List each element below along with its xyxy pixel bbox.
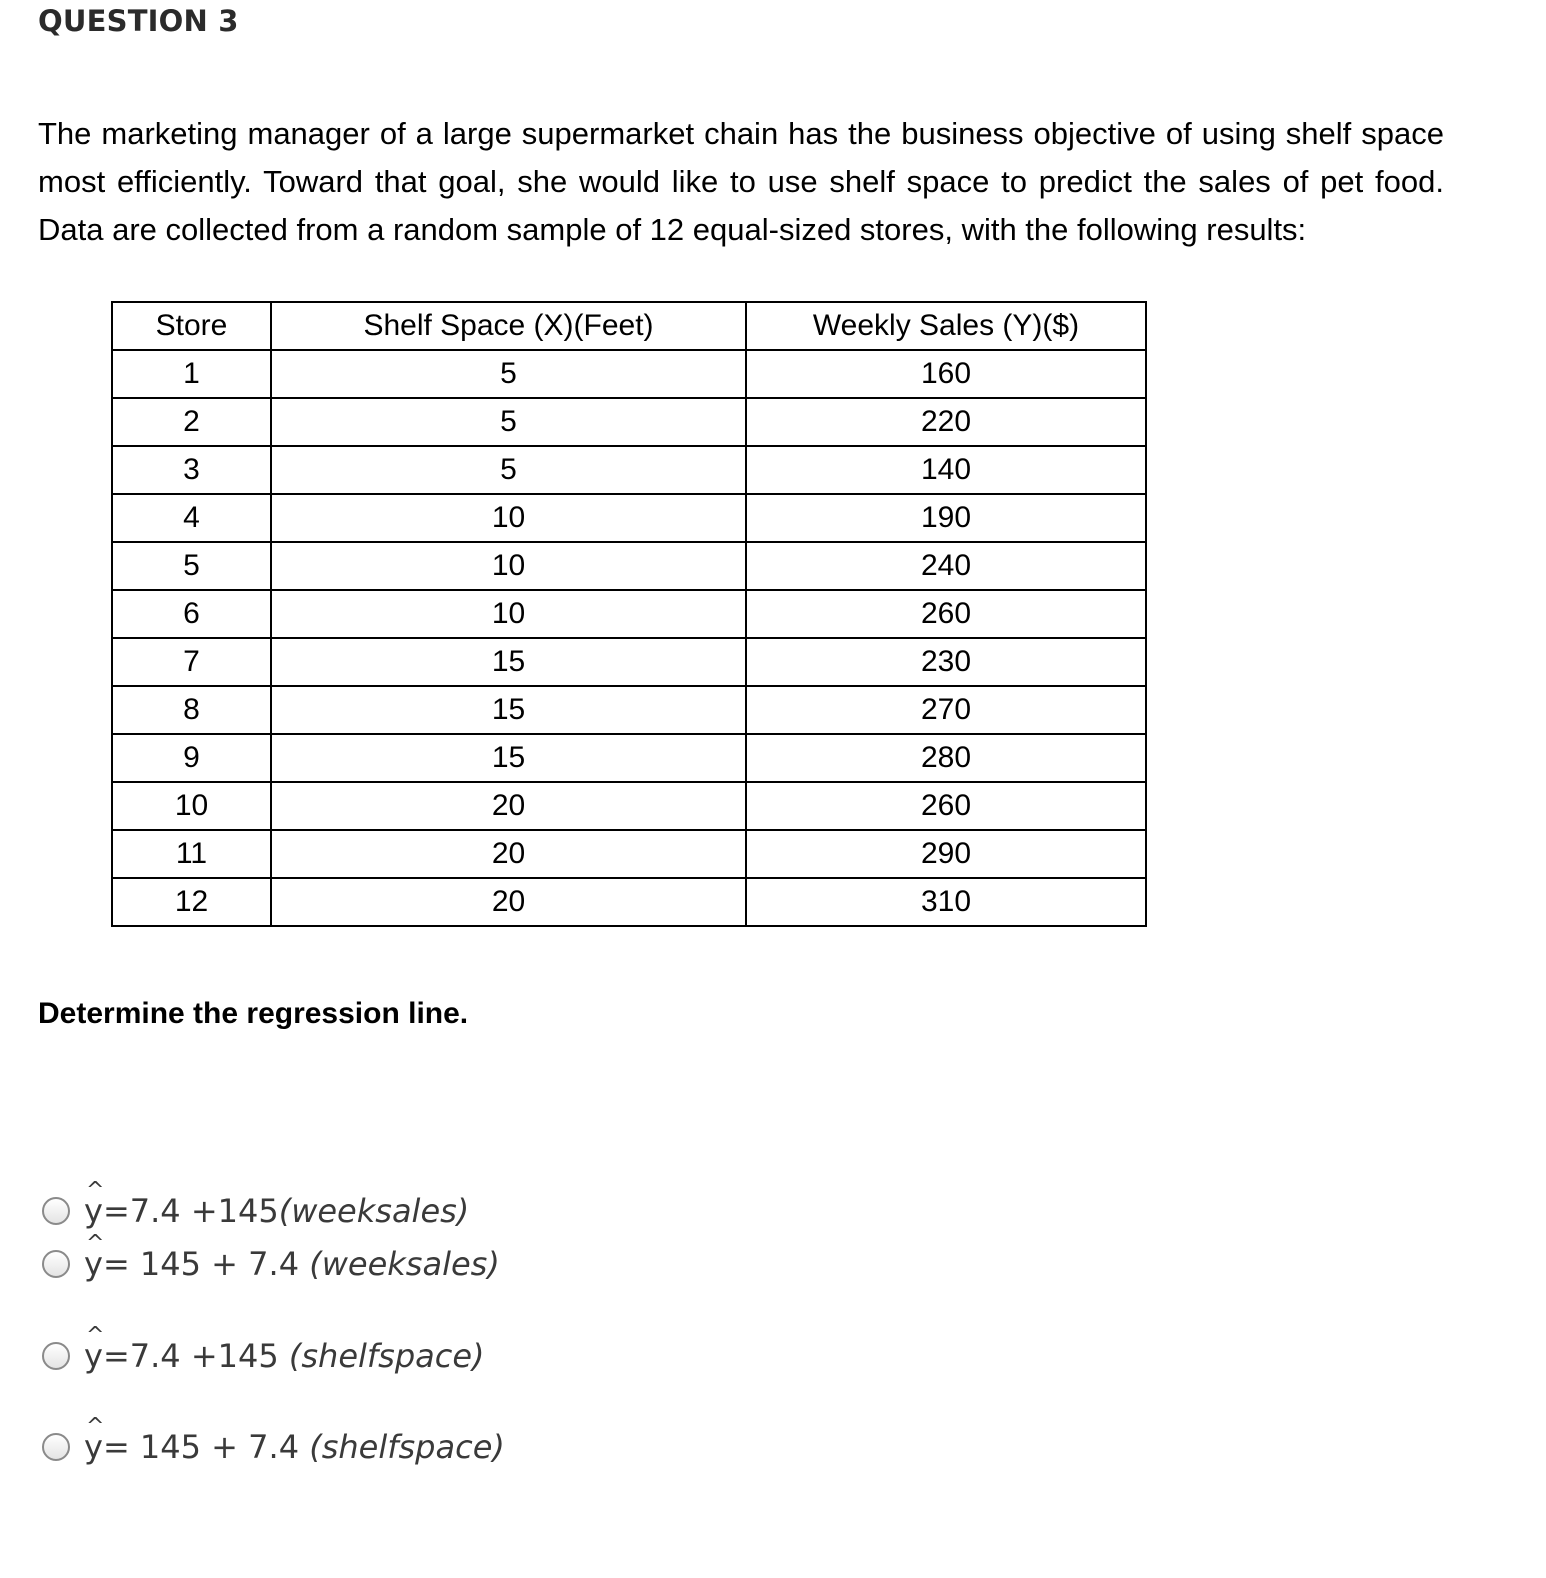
weekly-sales-cell: 190: [746, 494, 1146, 542]
store-cell: 3: [112, 446, 271, 494]
store-cell: 6: [112, 590, 271, 638]
store-cell: 1: [112, 350, 271, 398]
option-equation: =7.4 +145: [102, 1337, 289, 1375]
radio-button[interactable]: [42, 1433, 70, 1461]
weekly-sales-cell: 160: [746, 350, 1146, 398]
weekly-sales-cell: 290: [746, 830, 1146, 878]
shelf-space-cell: 10: [271, 590, 746, 638]
table-row: [112, 350, 1146, 398]
weekly-sales-cell: 260: [746, 590, 1146, 638]
column-header-weekly-sales: Weekly Sales (Y)($): [746, 302, 1146, 350]
y-hat-symbol: ^ y: [84, 1192, 103, 1230]
y-hat-symbol: ^ y: [84, 1428, 103, 1466]
table-row: [112, 446, 1146, 494]
store-cell: 9: [112, 734, 271, 782]
option-formula: [84, 1428, 505, 1466]
y-hat-symbol: ^ y: [84, 1245, 103, 1283]
data-table: [111, 301, 1147, 927]
table-row: [112, 638, 1146, 686]
table-row: [112, 686, 1146, 734]
question-title: QUESTION 3: [38, 4, 239, 38]
table-row: [112, 398, 1146, 446]
store-cell: 11: [112, 830, 271, 878]
weekly-sales-cell: 260: [746, 782, 1146, 830]
option-variable: (weeksales): [278, 1192, 470, 1230]
store-cell: 7: [112, 638, 271, 686]
shelf-space-cell: 5: [271, 398, 746, 446]
option-variable: (shelfspace): [309, 1428, 505, 1466]
option-formula: [84, 1192, 469, 1230]
answer-option-4[interactable]: [42, 1428, 505, 1466]
option-formula: [84, 1337, 485, 1375]
table-row: [112, 542, 1146, 590]
weekly-sales-cell: 240: [746, 542, 1146, 590]
question-prompt: Determine the regression line.: [38, 997, 469, 1030]
table-row: [112, 830, 1146, 878]
option-formula: [84, 1245, 500, 1283]
column-header-store: Store: [112, 302, 271, 350]
table-header-row: [112, 302, 1146, 350]
weekly-sales-cell: 270: [746, 686, 1146, 734]
shelf-space-cell: 15: [271, 638, 746, 686]
shelf-space-cell: 20: [271, 878, 746, 926]
weekly-sales-cell: 220: [746, 398, 1146, 446]
shelf-space-cell: 5: [271, 446, 746, 494]
weekly-sales-cell: 140: [746, 446, 1146, 494]
store-cell: 8: [112, 686, 271, 734]
shelf-space-cell: 15: [271, 686, 746, 734]
shelf-space-cell: 15: [271, 734, 746, 782]
table-row: [112, 494, 1146, 542]
radio-button[interactable]: [42, 1342, 70, 1370]
column-header-shelf-space: Shelf Space (X)(Feet): [271, 302, 746, 350]
store-cell: 4: [112, 494, 271, 542]
weekly-sales-cell: 230: [746, 638, 1146, 686]
y-hat-symbol: ^ y: [84, 1337, 103, 1375]
radio-button[interactable]: [42, 1197, 70, 1225]
option-variable: (weeksales): [309, 1245, 500, 1283]
table-row: [112, 590, 1146, 638]
answer-option-1[interactable]: [42, 1192, 469, 1230]
weekly-sales-cell: 280: [746, 734, 1146, 782]
store-cell: 2: [112, 398, 271, 446]
radio-button[interactable]: [42, 1250, 70, 1278]
table-row: [112, 734, 1146, 782]
shelf-space-cell: 5: [271, 350, 746, 398]
table-row: [112, 878, 1146, 926]
option-equation: =7.4 +145: [102, 1192, 279, 1230]
question-intro: The marketing manager of a large supermarket chain has the business objective of using shelf space most efficiently. Toward that goal, she would like to use shelf space to predict the sales of pet food. Data are collected from a random sample of 12 equal-sized stores, with the following results:: [38, 116, 1444, 247]
shelf-space-cell: 10: [271, 494, 746, 542]
option-variable: (shelfspace): [288, 1337, 485, 1375]
answer-option-2[interactable]: [42, 1245, 500, 1283]
shelf-space-cell: 10: [271, 542, 746, 590]
shelf-space-cell: 20: [271, 782, 746, 830]
option-equation: = 145 + 7.4: [102, 1245, 310, 1283]
shelf-space-cell: 20: [271, 830, 746, 878]
option-equation: = 145 + 7.4: [102, 1428, 310, 1466]
store-cell: 5: [112, 542, 271, 590]
weekly-sales-cell: 310: [746, 878, 1146, 926]
store-cell: 10: [112, 782, 271, 830]
answer-option-3[interactable]: [42, 1337, 485, 1375]
store-cell: 12: [112, 878, 271, 926]
table-row: [112, 782, 1146, 830]
